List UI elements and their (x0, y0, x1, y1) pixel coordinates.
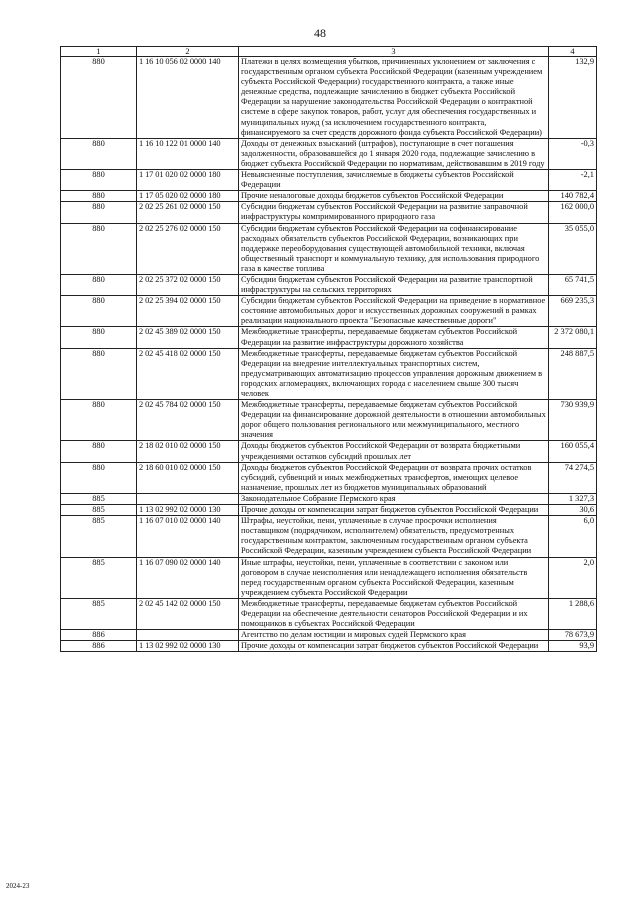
column-header-3: 3 (239, 47, 549, 57)
revenue-name-cell: Иные штрафы, неустойки, пени, уплаченные в соответствии с законом или договором в случае неисполнения или ненадлежащего исполнения обязательств перед государственным органом субъекта Российской Федерации, казенным учреждением субъекта Российской Федерации (239, 557, 549, 598)
admin-code-cell: 880 (61, 296, 137, 327)
amount-cell: 162 000,0 (549, 202, 597, 223)
revenue-name-cell: Невыясненные поступления, зачисляемые в бюджеты субъектов Российской Федерации (239, 170, 549, 191)
budget-code-cell: 2 02 45 784 02 0000 150 (137, 400, 239, 441)
admin-code-cell: 886 (61, 630, 137, 641)
table-row (61, 505, 597, 516)
table-row (61, 296, 597, 327)
budget-code-cell: 1 16 07 010 02 0000 140 (137, 516, 239, 557)
admin-code-cell: 880 (61, 191, 137, 202)
table-row (61, 202, 597, 223)
table-row (61, 327, 597, 348)
amount-cell: 669 235,3 (549, 296, 597, 327)
budget-code-cell: 1 16 10 122 01 0000 140 (137, 138, 239, 169)
revenue-name-cell: Доходы от денежных взысканий (штрафов), поступающие в счет погашения задолженности, образовавшейся до 1 января 2020 года, подлежащие зачислению в бюджет субъекта Российской Федерации по нормативам, действовавшим в 2019 году (239, 138, 549, 169)
admin-code-cell: 886 (61, 641, 137, 652)
admin-code-cell: 880 (61, 462, 137, 493)
amount-cell: 2 372 080,1 (549, 327, 597, 348)
amount-cell: 6,0 (549, 516, 597, 557)
table-row (61, 516, 597, 557)
amount-cell: -2,1 (549, 170, 597, 191)
table-row (61, 630, 597, 641)
admin-code-cell: 880 (61, 327, 137, 348)
revenue-name-cell: Прочие доходы от компенсации затрат бюджетов субъектов Российской Федерации (239, 505, 549, 516)
admin-code-cell: 880 (61, 202, 137, 223)
admin-code-cell: 880 (61, 274, 137, 295)
revenue-name-cell: Субсидии бюджетам субъектов Российской Федерации на развитие заправочной инфраструктуры компримированного природного газа (239, 202, 549, 223)
admin-code-cell: 880 (61, 57, 137, 139)
admin-code-cell: 885 (61, 493, 137, 504)
budget-code-cell (137, 493, 239, 504)
table-row (61, 462, 597, 493)
revenue-name-cell: Законодательное Собрание Пермского края (239, 493, 549, 504)
amount-cell: 1 288,6 (549, 598, 597, 629)
admin-code-cell: 880 (61, 441, 137, 462)
amount-cell: 30,6 (549, 505, 597, 516)
budget-code-cell: 2 02 25 394 02 0000 150 (137, 296, 239, 327)
amount-cell: 74 274,5 (549, 462, 597, 493)
budget-code-cell: 2 02 45 418 02 0000 150 (137, 348, 239, 399)
amount-cell: 730 939,9 (549, 400, 597, 441)
revenue-name-cell: Межбюджетные трансферты, передаваемые бюджетам субъектов Российской Федерации на развитие инфраструктуры дорожного хозяйства (239, 327, 549, 348)
table-body (61, 57, 597, 652)
revenue-name-cell: Субсидии бюджетам субъектов Российской Федерации на приведение в нормативное состояние автомобильных дорог и искусственных дорожных сооружений в рамках реализации национального проекта "Безопасные качественные дороги" (239, 296, 549, 327)
amount-cell: 35 055,0 (549, 223, 597, 274)
amount-cell: 248 887,5 (549, 348, 597, 399)
revenue-name-cell: Доходы бюджетов субъектов Российской Федерации от возврата бюджетными учреждениями остатков субсидий прошлых лет (239, 441, 549, 462)
budget-code-cell: 2 18 02 010 02 0000 150 (137, 441, 239, 462)
revenue-name-cell: Субсидии бюджетам субъектов Российской Федерации на развитие транспортной инфраструктуры на сельских территориях (239, 274, 549, 295)
table-row (61, 348, 597, 399)
budget-revenue-table (60, 46, 597, 652)
admin-code-cell: 880 (61, 348, 137, 399)
revenue-name-cell: Межбюджетные трансферты, передаваемые бюджетам субъектов Российской Федерации на обеспечение деятельности сенаторов Российской Федерации и их помощников в субъектах Российской Федерации (239, 598, 549, 629)
admin-code-cell: 885 (61, 505, 137, 516)
budget-code-cell: 2 02 25 261 02 0000 150 (137, 202, 239, 223)
amount-cell: 132,9 (549, 57, 597, 139)
footer-code: 2024-23 (6, 882, 30, 890)
revenue-name-cell: Прочие доходы от компенсации затрат бюджетов субъектов Российской Федерации (239, 641, 549, 652)
amount-cell: 1 327,3 (549, 493, 597, 504)
amount-cell: 140 782,4 (549, 191, 597, 202)
budget-code-cell: 2 02 45 142 02 0000 150 (137, 598, 239, 629)
table-row (61, 557, 597, 598)
budget-code-cell: 2 18 60 010 02 0000 150 (137, 462, 239, 493)
table-row (61, 191, 597, 202)
budget-code-cell: 1 17 05 020 02 0000 180 (137, 191, 239, 202)
budget-code-cell: 2 02 25 372 02 0000 150 (137, 274, 239, 295)
table-row (61, 441, 597, 462)
revenue-name-cell: Платежи в целях возмещения убытков, причиненных уклонением от заключения с государственным органом субъекта Российской Федерации (казенным учреждением субъекта Российской Федерации) государственного контракта, а также иные денежные средства, подлежащие зачислению в бюджет субъекта Российской Федерации за нарушение законодательства Российской Федерации о контрактной системе в сфере закупок товаров, работ, услуг для обеспечения государственных и муниципальных нужд (за исключением государственного контракта, финансируемого за счет средств дорожного фонда субъекта Российской Федерации) (239, 57, 549, 139)
budget-code-cell: 1 17 01 020 02 0000 180 (137, 170, 239, 191)
budget-code-cell: 1 16 10 056 02 0000 140 (137, 57, 239, 139)
amount-cell: 2,0 (549, 557, 597, 598)
table-header-row (61, 47, 597, 57)
revenue-name-cell: Субсидии бюджетам субъектов Российской Федерации на софинансирование расходных обязательств субъектов Российской Федерации, возникающих при поддержке переоборудования существующей автомобильной техники, включая общественный транспорт и коммунальную технику, для использования природного газа в качестве топлива (239, 223, 549, 274)
revenue-name-cell: Межбюджетные трансферты, передаваемые бюджетам субъектов Российской Федерации на внедрение интеллектуальных транспортных систем, предусматривающих автоматизацию процессов управления дорожным движением в городских агломерациях, включающих города с населением свыше 300 тысяч человек (239, 348, 549, 399)
table-row (61, 598, 597, 629)
budget-code-cell: 1 13 02 992 02 0000 130 (137, 641, 239, 652)
revenue-name-cell: Штрафы, неустойки, пени, уплаченные в случае просрочки исполнения поставщиком (подрядчиком, исполнителем) обязательств, предусмотренных государственным контрактом, заключенным государственным органом субъекта Российской Федерации, казенным учреждением субъекта Российской Федерации (239, 516, 549, 557)
revenue-name-cell: Агентство по делам юстиции и мировых судей Пермского края (239, 630, 549, 641)
table-row (61, 170, 597, 191)
table-row (61, 493, 597, 504)
page-number: 48 (314, 26, 326, 40)
amount-cell: 65 741,5 (549, 274, 597, 295)
admin-code-cell: 880 (61, 170, 137, 191)
amount-cell: 78 673,9 (549, 630, 597, 641)
budget-code-cell (137, 630, 239, 641)
column-header-2: 2 (137, 47, 239, 57)
amount-cell: 160 055,4 (549, 441, 597, 462)
admin-code-cell: 880 (61, 223, 137, 274)
amount-cell: 93,9 (549, 641, 597, 652)
admin-code-cell: 885 (61, 516, 137, 557)
table-row (61, 274, 597, 295)
table-row (61, 57, 597, 139)
column-header-1: 1 (61, 47, 137, 57)
table-row (61, 138, 597, 169)
admin-code-cell: 885 (61, 557, 137, 598)
budget-code-cell: 2 02 45 389 02 0000 150 (137, 327, 239, 348)
admin-code-cell: 880 (61, 400, 137, 441)
table-row (61, 400, 597, 441)
column-header-4: 4 (549, 47, 597, 57)
table-row (61, 223, 597, 274)
admin-code-cell: 880 (61, 138, 137, 169)
table-row (61, 641, 597, 652)
admin-code-cell: 885 (61, 598, 137, 629)
budget-code-cell: 1 13 02 992 02 0000 130 (137, 505, 239, 516)
revenue-name-cell: Межбюджетные трансферты, передаваемые бюджетам субъектов Российской Федерации на финансирование дорожной деятельности в отношении автомобильных дорог общего пользования регионального или межмуниципального, местного значения (239, 400, 549, 441)
budget-code-cell: 2 02 25 276 02 0000 150 (137, 223, 239, 274)
budget-code-cell: 1 16 07 090 02 0000 140 (137, 557, 239, 598)
amount-cell: -0,3 (549, 138, 597, 169)
revenue-name-cell: Доходы бюджетов субъектов Российской Федерации от возврата прочих остатков субсидий, субвенций и иных межбюджетных трансфертов, имеющих целевое назначение, прошлых лет из бюджетов муниципальных образований (239, 462, 549, 493)
revenue-name-cell: Прочие неналоговые доходы бюджетов субъектов Российской Федерации (239, 191, 549, 202)
